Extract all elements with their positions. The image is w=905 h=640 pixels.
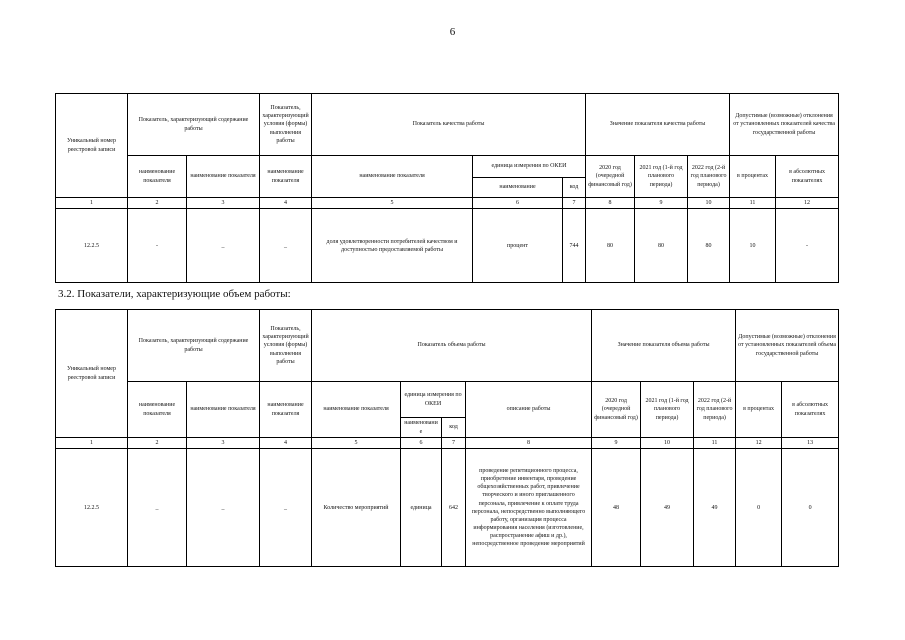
header-condition: Показатель, характеризующий условия (формы) выполнения работы <box>260 310 312 382</box>
subheader-unit-name: наименование <box>401 418 442 438</box>
unit-code: 642 <box>442 449 466 567</box>
column-number: 12 <box>776 198 839 209</box>
subheader-year-2022: 2022 год (2-й год планового периода) <box>688 156 730 198</box>
column-number: 10 <box>688 198 730 209</box>
subheader-name: наименование показателя <box>260 382 312 438</box>
indicator-name: Количество мероприятий <box>312 449 401 567</box>
column-number: 3 <box>187 198 260 209</box>
column-number: 5 <box>312 438 401 449</box>
subheader-absolute: в абсолютных показателях <box>776 156 839 198</box>
subheader-name: наименование показателя <box>128 382 187 438</box>
header-condition: Показатель, характеризующий условия (формы) выполнения работы <box>260 94 312 156</box>
column-number: 11 <box>694 438 736 449</box>
subheader-name: наименование показателя <box>187 382 260 438</box>
header-content: Показатель, характеризующий содержание работы <box>128 310 260 382</box>
value-2022: 49 <box>694 449 736 567</box>
cell: - <box>128 209 187 283</box>
column-number: 12 <box>736 438 782 449</box>
subheader-unit-code: код <box>442 418 466 438</box>
header-value: Значение показателя качества работы <box>586 94 730 156</box>
cell: _ <box>260 209 312 283</box>
column-number: 5 <box>312 198 473 209</box>
subheader-year-2022: 2022 год (2-й год планового периода) <box>694 382 736 438</box>
column-number: 6 <box>473 198 563 209</box>
column-number: 4 <box>260 438 312 449</box>
column-number: 1 <box>56 198 128 209</box>
column-number: 1 <box>56 438 128 449</box>
column-number: 8 <box>466 438 592 449</box>
value-2021: 80 <box>635 209 688 283</box>
deviation-percent: 0 <box>736 449 782 567</box>
table-row <box>56 209 839 283</box>
value-2022: 80 <box>688 209 730 283</box>
header-deviation: Допустимые (возможные) отклонения от установленных показателей объема государственной работы <box>736 310 839 382</box>
column-numbers-row <box>56 438 839 449</box>
subheader-name: наименование показателя <box>312 382 401 438</box>
header-unique-number: Уникальный номер реестровой записи <box>56 310 128 438</box>
deviation-absolute: - <box>776 209 839 283</box>
registry-number: 12.2.5 <box>56 449 128 567</box>
subheader-name: наименование показателя <box>187 156 260 198</box>
column-number: 6 <box>401 438 442 449</box>
unit-name: единица <box>401 449 442 567</box>
cell: _ <box>128 449 187 567</box>
volume-indicators-table <box>55 309 839 567</box>
value-2020: 48 <box>592 449 641 567</box>
cell: _ <box>187 449 260 567</box>
header-deviation: Допустимые (возможные) отклонения от установленных показателей качества государственной работы <box>730 94 839 156</box>
column-numbers-row <box>56 198 839 209</box>
column-number: 13 <box>782 438 839 449</box>
page-number: 6 <box>449 26 456 38</box>
value-2021: 49 <box>641 449 694 567</box>
registry-number: 12.2.5 <box>56 209 128 283</box>
subheader-absolute: в абсолютных показателях <box>782 382 839 438</box>
cell: _ <box>187 209 260 283</box>
cell: _ <box>260 449 312 567</box>
work-description: проведение репетиционного процесса, приобретение инвентаря, проведение общехозяйственных работ, привлечение творческого и иного приглашенного персонала, привлечение к оплате труда персонала, непосредственно выполняющего работу, организация процесса информирования населения (изготовление, распространение афиш и др.), непосредственное проведение мероприятий <box>466 449 592 567</box>
unit-code: 744 <box>563 209 586 283</box>
value-2020: 80 <box>586 209 635 283</box>
header-unique-number: Уникальный номер реестровой записи <box>56 94 128 198</box>
unit-name: процент <box>473 209 563 283</box>
subheader-unit: единица измерения по ОКЕИ <box>401 382 466 418</box>
subheader-unit-code: код <box>563 178 586 198</box>
subheader-name: наименование показателя <box>312 156 473 198</box>
header-quality: Показатель качества работы <box>312 94 586 156</box>
header-value: Значение показателя объема работы <box>592 310 736 382</box>
header-volume: Показатель объема работы <box>312 310 592 382</box>
subheader-unit: единица измерения по ОКЕИ <box>473 156 586 178</box>
column-number: 8 <box>586 198 635 209</box>
subheader-year-2021: 2021 год (1-й год планового периода) <box>635 156 688 198</box>
subheader-percent: в процентах <box>736 382 782 438</box>
subheader-unit-name: наименование <box>473 178 563 198</box>
column-number: 9 <box>592 438 641 449</box>
column-number: 2 <box>128 198 187 209</box>
header-content: Показатель, характеризующий содержание работы <box>128 94 260 156</box>
subheader-name: наименование показателя <box>260 156 312 198</box>
column-number: 4 <box>260 198 312 209</box>
column-number: 7 <box>442 438 466 449</box>
column-number: 7 <box>563 198 586 209</box>
subheader-percent: в процентах <box>730 156 776 198</box>
table-row <box>56 449 839 567</box>
indicator-name: доля удовлетворенности потребителей качеством и доступностью предоставляемой работы <box>312 209 473 283</box>
deviation-absolute: 0 <box>782 449 839 567</box>
section-title: 3.2. Показатели, характеризующие объем работы: <box>58 288 291 300</box>
column-number: 11 <box>730 198 776 209</box>
column-number: 2 <box>128 438 187 449</box>
column-number: 3 <box>187 438 260 449</box>
column-number: 9 <box>635 198 688 209</box>
subheader-year-2020: 2020 год (очередной финансовый год) <box>586 156 635 198</box>
quality-indicators-table <box>55 93 839 283</box>
subheader-name: наименование показателя <box>128 156 187 198</box>
subheader-year-2021: 2021 год (1-й год планового периода) <box>641 382 694 438</box>
deviation-percent: 10 <box>730 209 776 283</box>
subheader-year-2020: 2020 год (очередной финансовый год) <box>592 382 641 438</box>
subheader-description: описание работы <box>466 382 592 438</box>
column-number: 10 <box>641 438 694 449</box>
